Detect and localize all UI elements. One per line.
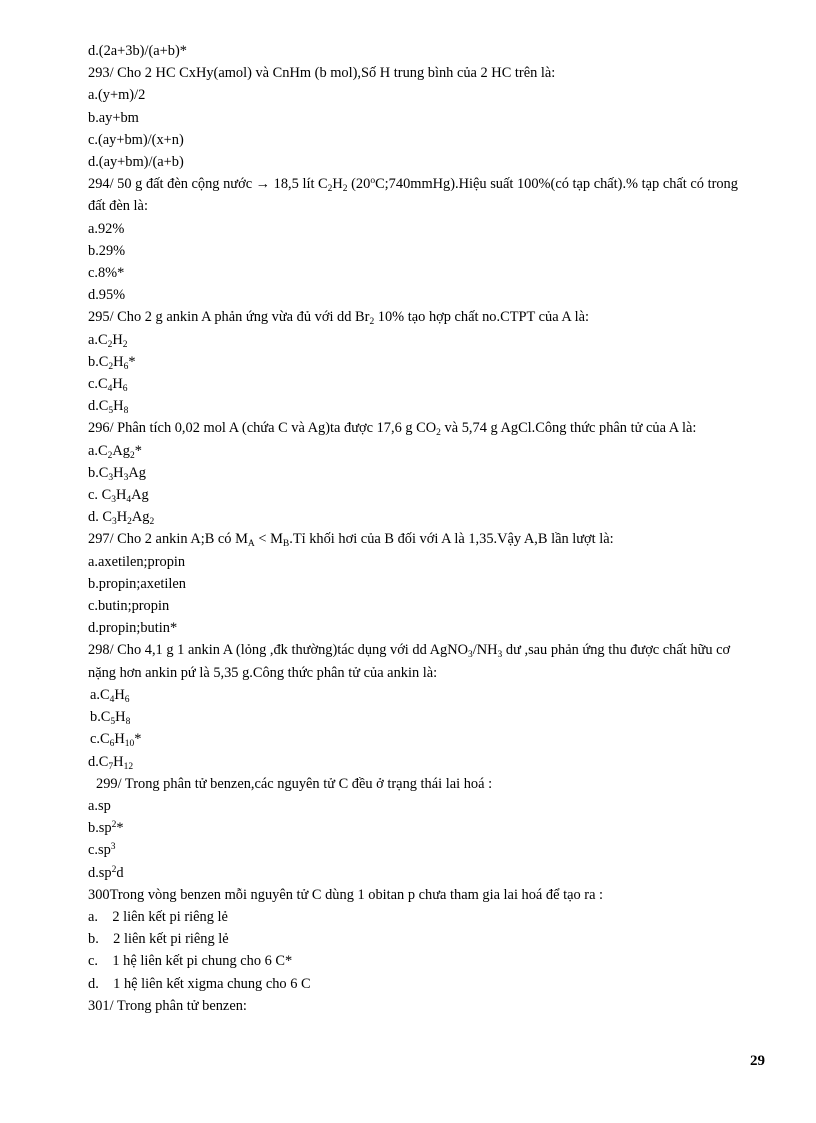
q299-option-c: $c.sp^3$ <box>88 842 116 859</box>
q295-stem: 295/ Cho 2 g ankin A phản ứng vừa đủ với dd $Br_2$ 10% tạo hợp chất no.CTPT của A là: <box>88 309 589 328</box>
q294-option-a: a.92% <box>88 220 125 237</box>
q300-option-c: c. 1 hệ liên kết pi chung cho 6 C* <box>88 953 293 970</box>
q294-option-d: d.95% <box>88 287 126 304</box>
q301-stem: 301/ Trong phân tử benzen: <box>88 997 247 1014</box>
q296-option-d: d. $C_3H_2Ag_2$ <box>88 509 155 528</box>
q299-option-b: $b.sp^2*$ <box>88 820 124 837</box>
q293-option-a: a.(y+m)/2 <box>88 87 146 104</box>
q297-option-d: d.propin;butin* <box>88 620 178 637</box>
q296-option-c: c. $C_3H_4Ag$ <box>88 487 149 506</box>
q295-option-b: $b.C_2H_6*$ <box>88 353 136 372</box>
q299-stem: 299/ Trong phân tử benzen,các nguyên tử C đều ở trạng thái lai hoá : <box>96 775 493 792</box>
q300-option-d: d. 1 hệ liên kết xigma chung cho 6 C <box>88 975 311 992</box>
q297-option-b: b.propin;axetilen <box>88 575 186 592</box>
q297-option-c: c.butin;propin <box>88 598 170 615</box>
q293-option-c: c.(ay+bm)/(x+n) <box>88 131 184 148</box>
q293-stem: 293/ Cho 2 HC CxHy(amol) và CnHm (b mol),Số H trung bình của 2 HC trên là: <box>88 65 556 82</box>
q293-option-b: b.ay+bm <box>88 109 139 126</box>
q298-option-c: $c.C_6H_{10}*$ <box>90 731 142 750</box>
q292-option-d: d.(2a+3b)/(a+b)* <box>88 43 187 59</box>
q298-stem: 298/ Cho 4,1 g 1 ankin A (lỏng ,đk thường)tác dụng với dd $AgNO_3/NH_3$ dư ,sau phản ứng thu được chất hữu cơ nặng hơn ankin pứ là 5,35 g.Công thức phân tử của ankin là: <box>88 642 731 681</box>
q298-option-b: $b.C_5H_8$ <box>90 709 131 728</box>
q294-stem: 294/ 50 g đất đèn cộng nước → 18,5 lít $C_2H_2$ (20$^o$C;740mmHg).Hiệu suất 100%(có tạp chất).% tạp chất có trong đất đèn là: <box>88 176 738 215</box>
q300-option-b: b. 2 liên kết pi riêng lẻ <box>88 931 229 948</box>
q299-option-a: a.sp <box>88 797 111 814</box>
q295-option-a: $a.C_2H_2$ <box>88 331 128 350</box>
q298-option-d: $d.C_7H_{12}$ <box>88 753 134 772</box>
q296-option-b: $b.C_3H_3Ag$ <box>88 464 146 483</box>
q296-option-a: $a.C_2Ag_2*$ <box>88 442 142 461</box>
q293-option-d: d.(ay+bm)/(a+b) <box>88 154 184 171</box>
q297-stem: 297/ Cho 2 ankin A;B có $M_A$ < $M_B.Tỉ$ khối hơi của B đối với A là 1,35.Vậy A,B lần lượt là: <box>88 531 614 550</box>
q295-option-d: $d.C_5H_8$ <box>88 398 129 417</box>
page-content <box>88 40 758 1017</box>
q300-stem: 300Trong vòng benzen mỗi nguyên tử C dùng 1 obitan p chưa tham gia lai hoá để tạo ra : <box>88 886 604 903</box>
q295-option-c: $c.C_4H_6$ <box>88 376 128 395</box>
q294-option-b: b.29% <box>88 242 126 259</box>
q296-stem: 296/ Phân tích 0,02 mol A (chứa C và Ag)ta được 17,6 g $CO_2$ và 5,74 g AgCl.Công thức phân tử của A là: <box>88 420 697 439</box>
q299-option-d: $d.sp^2d$ <box>88 864 124 881</box>
q300-option-a: a. 2 liên kết pi riêng lẻ <box>88 908 228 925</box>
q297-option-a: a.axetilen;propin <box>88 553 186 570</box>
q294-option-c: c.8%* <box>88 265 125 282</box>
page-number: 29 <box>750 1053 765 1069</box>
q298-option-a: $a.C_4H_6$ <box>90 686 130 705</box>
